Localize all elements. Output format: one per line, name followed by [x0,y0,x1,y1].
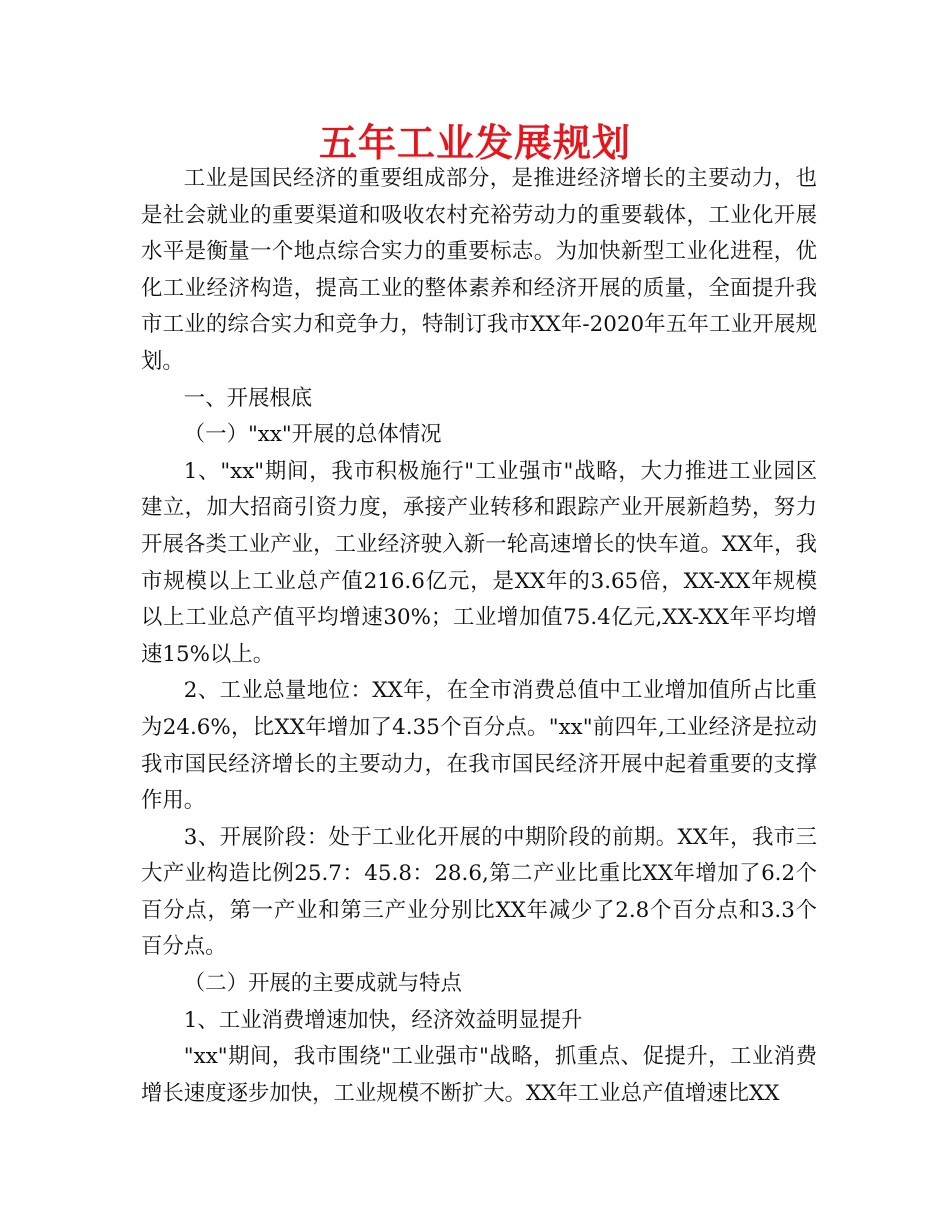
heading-point-1: 1、工业消费增速加快，经济效益明显提升 [183,1007,583,1033]
paragraph-item-1: 1、"xx"期间，我市积极施行"工业强市"战略，大力推进工业园区建立，加大招商引资力度，承接产业转移和跟踪产业开展新趋势，努力开展各类工业产业，工业经济驶入新一轮高速增长的快车道。XX年，我市规模以上工业总产值216.6亿元，是XX年的3.65倍，XX-XX年规模以上工业总产值平均增速30%；工业增加值75.4亿元,XX-XX年平均增速15%以上。 [141,458,817,667]
paragraph-item-3: 3、开展阶段：处于工业化开展的中期阶段的前期。XX年，我市三大产业构造比例25.7：45.8：28.6,第二产业比重比XX年增加了6.2个百分点，第一产业和第三产业分别比XX年减少了2.8个百分点和3.3个百分点。 [141,824,817,960]
heading-subsection-2: （二）开展的主要成就与特点 [183,971,462,997]
paragraph-point-1-body: "xx"期间，我市围绕"工业强市"战略，抓重点、促提升，工业消费增长速度逐步加快，工业规模不断扩大。XX年工业总产值增速比XX [141,1044,817,1106]
paragraph-intro: 工业是国民经济的重要组成部分，是推进经济增长的主要动力，也是社会就业的重要渠道和吸收农村充裕劳动力的重要载体，工业化开展水平是衡量一个地点综合实力的重要标志。为加快新型工业化进程，优化工业经济构造，提高工业的整体素养和经济开展的质量，全面提升我市工业的综合实力和竞争力，特制订我市XX年-2020年五年工业开展规划。 [141,166,817,374]
document-body [141,161,817,1112]
paragraph-item-2: 2、工业总量地位：XX年，在全市消费总值中工业增加值所占比重为24.6%，比XX年增加了4.35个百分点。"xx"前四年,工业经济是拉动我市国民经济增长的主要动力，在我市国民经济开展中起着重要的支撑作用。 [141,678,817,814]
document-title: 五年工业发展规划 [318,121,631,165]
heading-section-1: 一、开展根底 [183,385,313,411]
heading-subsection-1: （一）"xx"开展的总体情况 [183,422,442,448]
